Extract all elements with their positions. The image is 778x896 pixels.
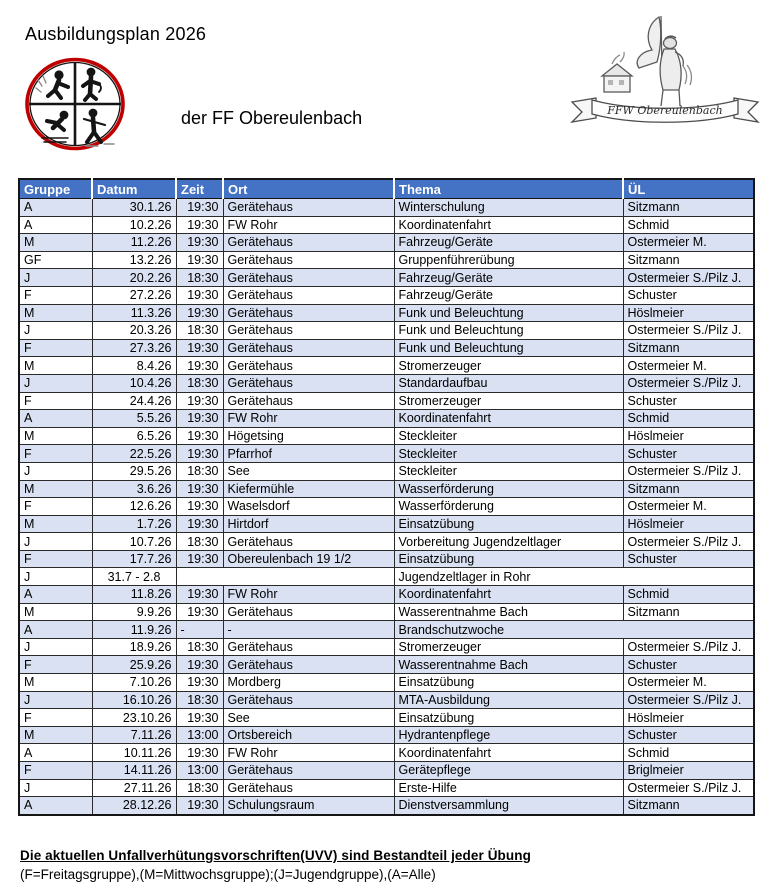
cell-datum: 20.2.26 [92, 269, 176, 287]
cell-gruppe: J [19, 638, 92, 656]
cell-thema: Fahrzeug/Geräte [394, 234, 623, 252]
table-row [19, 410, 754, 428]
cell-zeit: 18:30 [176, 533, 223, 551]
cell-gruppe: F [19, 498, 92, 516]
cell-zeit: 19:30 [176, 744, 223, 762]
cell-zeit: 19:30 [176, 550, 223, 568]
cell-gruppe: M [19, 427, 92, 445]
cell-gruppe: F [19, 762, 92, 780]
cell-ort: Gerätehaus [223, 374, 394, 392]
banner-text: FFW Obereulenbach [607, 104, 723, 117]
table-row [19, 762, 754, 780]
cell-datum: 31.7 - 2.8 [92, 568, 176, 586]
cell-ort: Gerätehaus [223, 199, 394, 217]
table-row [19, 568, 754, 586]
table-row [19, 199, 754, 217]
cell-thema: Funk und Beleuchtung [394, 304, 623, 322]
cell-datum: 29.5.26 [92, 462, 176, 480]
cell-thema: Stromerzeuger [394, 357, 623, 375]
cell-gruppe: A [19, 621, 92, 639]
cell-thema: Dienstversammlung [394, 797, 623, 815]
cell-uel: Sitzmann [623, 480, 754, 498]
cell-uel: Schmid [623, 586, 754, 604]
table-row [19, 586, 754, 604]
cell-zeit: 19:30 [176, 445, 223, 463]
cell-datum: 24.4.26 [92, 392, 176, 410]
cell-zeit: 13:00 [176, 762, 223, 780]
column-header-zeit: Zeit [176, 179, 223, 199]
cell-ort: Gerätehaus [223, 779, 394, 797]
cell-gruppe: J [19, 322, 92, 340]
cell-datum: 20.3.26 [92, 322, 176, 340]
feuerwehr-emblem-logo [24, 56, 126, 152]
table-row [19, 621, 754, 639]
cell-thema: Koordinatenfahrt [394, 410, 623, 428]
cell-ort: Gerätehaus [223, 762, 394, 780]
cell-datum: 27.11.26 [92, 779, 176, 797]
cell-zeit: 19:30 [176, 339, 223, 357]
cell-ort: FW Rohr [223, 586, 394, 604]
cell-zeit: 19:30 [176, 357, 223, 375]
cell-gruppe: F [19, 286, 92, 304]
column-header-ort: Ort [223, 179, 394, 199]
table-row [19, 515, 754, 533]
cell-uel: Ostermeier M. [623, 674, 754, 692]
cell-gruppe: M [19, 304, 92, 322]
cell-datum: 25.9.26 [92, 656, 176, 674]
cell-zeit: 19:30 [176, 410, 223, 428]
cell-gruppe: J [19, 691, 92, 709]
cell-zeit: 18:30 [176, 462, 223, 480]
cell-zeit: 18:30 [176, 638, 223, 656]
cell-uel: Höslmeier [623, 304, 754, 322]
cell-datum: 3.6.26 [92, 480, 176, 498]
cell-datum: 11.3.26 [92, 304, 176, 322]
cell-thema: MTA-Ausbildung [394, 691, 623, 709]
cell-datum: 11.8.26 [92, 586, 176, 604]
cell-gruppe: J [19, 779, 92, 797]
cell-uel: Sitzmann [623, 251, 754, 269]
header-row [19, 179, 754, 199]
cell-zeit: 18:30 [176, 269, 223, 287]
cell-zeit-ort-merged [176, 568, 394, 586]
cell-ort: See [223, 462, 394, 480]
table-row [19, 339, 754, 357]
column-header-datum: Datum [92, 179, 176, 199]
cell-uel: Ostermeier M. [623, 498, 754, 516]
cell-ort: FW Rohr [223, 744, 394, 762]
cell-uel: Briglmeier [623, 762, 754, 780]
cell-uel: Schuster [623, 726, 754, 744]
cell-zeit: 19:30 [176, 586, 223, 604]
cell-thema: Koordinatenfahrt [394, 216, 623, 234]
column-header-uel: ÜL [623, 179, 754, 199]
cell-zeit: 13:00 [176, 726, 223, 744]
table-row [19, 744, 754, 762]
cell-ort: Gerätehaus [223, 357, 394, 375]
table-row [19, 427, 754, 445]
cell-gruppe: F [19, 445, 92, 463]
cell-thema: Stromerzeuger [394, 392, 623, 410]
cell-gruppe: M [19, 726, 92, 744]
cell-datum: 7.11.26 [92, 726, 176, 744]
cell-ort: Gerätehaus [223, 638, 394, 656]
cell-ort: Gerätehaus [223, 392, 394, 410]
cell-zeit: - [176, 621, 223, 639]
cell-thema: Wasserentnahme Bach [394, 656, 623, 674]
cell-thema: Stromerzeuger [394, 638, 623, 656]
table-row [19, 269, 754, 287]
cell-datum: 13.2.26 [92, 251, 176, 269]
cell-gruppe: F [19, 656, 92, 674]
cell-datum: 23.10.26 [92, 709, 176, 727]
cell-ort: Högetsing [223, 427, 394, 445]
cell-gruppe: F [19, 392, 92, 410]
cell-gruppe: M [19, 515, 92, 533]
cell-ort: See [223, 709, 394, 727]
cell-ort: Kiefermühle [223, 480, 394, 498]
cell-uel: Ostermeier S./Pilz J. [623, 374, 754, 392]
cell-datum: 16.10.26 [92, 691, 176, 709]
table-row [19, 392, 754, 410]
cell-gruppe: A [19, 797, 92, 815]
cell-ort: Gerätehaus [223, 322, 394, 340]
cell-ort: Gerätehaus [223, 603, 394, 621]
cell-uel: Schmid [623, 216, 754, 234]
cell-gruppe: A [19, 410, 92, 428]
cell-gruppe: F [19, 709, 92, 727]
cell-thema: Gerätepflege [394, 762, 623, 780]
training-schedule-table [18, 178, 755, 816]
cell-thema: Fahrzeug/Geräte [394, 269, 623, 287]
cell-uel: Ostermeier M. [623, 357, 754, 375]
cell-thema: Fahrzeug/Geräte [394, 286, 623, 304]
cell-zeit: 19:30 [176, 251, 223, 269]
table-header [19, 179, 754, 199]
cell-ort: Ortsbereich [223, 726, 394, 744]
cell-ort: Gerätehaus [223, 269, 394, 287]
table-row [19, 216, 754, 234]
column-header-gruppe: Gruppe [19, 179, 92, 199]
cell-zeit: 19:30 [176, 498, 223, 516]
table-row [19, 603, 754, 621]
cell-zeit: 19:30 [176, 515, 223, 533]
table-row [19, 357, 754, 375]
cell-datum: 10.11.26 [92, 744, 176, 762]
cell-uel: Schuster [623, 656, 754, 674]
cell-zeit: 18:30 [176, 779, 223, 797]
table-row [19, 533, 754, 551]
table-row [19, 234, 754, 252]
cell-uel: Schuster [623, 286, 754, 304]
cell-uel: Ostermeier S./Pilz J. [623, 691, 754, 709]
cell-gruppe: J [19, 462, 92, 480]
table-row [19, 726, 754, 744]
cell-zeit: 19:30 [176, 603, 223, 621]
table-row [19, 779, 754, 797]
cell-uel: Höslmeier [623, 427, 754, 445]
cell-thema: Wasserförderung [394, 498, 623, 516]
cell-zeit: 19:30 [176, 286, 223, 304]
cell-gruppe: A [19, 216, 92, 234]
table-body [19, 199, 754, 815]
cell-uel: Ostermeier S./Pilz J. [623, 638, 754, 656]
cell-datum: 30.1.26 [92, 199, 176, 217]
table-row [19, 797, 754, 815]
cell-thema: Steckleiter [394, 427, 623, 445]
cell-zeit: 19:30 [176, 797, 223, 815]
cell-datum: 5.5.26 [92, 410, 176, 428]
table-row [19, 251, 754, 269]
cell-ort: Gerätehaus [223, 533, 394, 551]
table-row [19, 480, 754, 498]
cell-ort: Gerätehaus [223, 286, 394, 304]
cell-uel: Sitzmann [623, 797, 754, 815]
cell-datum: 1.7.26 [92, 515, 176, 533]
cell-ort: Hirtdorf [223, 515, 394, 533]
st-florian-logo [562, 10, 768, 136]
cell-ort: Gerätehaus [223, 339, 394, 357]
table-row [19, 691, 754, 709]
cell-zeit: 18:30 [176, 322, 223, 340]
cell-datum: 28.12.26 [92, 797, 176, 815]
cell-datum: 22.5.26 [92, 445, 176, 463]
cell-gruppe: M [19, 603, 92, 621]
cell-thema: Einsatzübung [394, 515, 623, 533]
cell-thema: Hydrantenpflege [394, 726, 623, 744]
cell-uel: Ostermeier S./Pilz J. [623, 322, 754, 340]
table-row [19, 374, 754, 392]
cell-thema-uel-merged: Jugendzeltlager in Rohr [394, 568, 754, 586]
cell-uel: Ostermeier S./Pilz J. [623, 269, 754, 287]
document-title: Ausbildungsplan 2026 [25, 24, 207, 44]
cell-gruppe: J [19, 374, 92, 392]
cell-gruppe: M [19, 234, 92, 252]
cell-ort: Gerätehaus [223, 304, 394, 322]
cell-datum: 27.2.26 [92, 286, 176, 304]
cell-thema: Standardaufbau [394, 374, 623, 392]
cell-thema: Koordinatenfahrt [394, 586, 623, 604]
cell-uel: Sitzmann [623, 603, 754, 621]
cell-gruppe: J [19, 269, 92, 287]
cell-gruppe: A [19, 199, 92, 217]
cell-thema: Einsatzübung [394, 674, 623, 692]
cell-thema: Einsatzübung [394, 550, 623, 568]
cell-thema: Steckleiter [394, 462, 623, 480]
table-row [19, 322, 754, 340]
cell-uel: Ostermeier S./Pilz J. [623, 533, 754, 551]
cell-ort: Gerätehaus [223, 691, 394, 709]
cell-uel: Ostermeier S./Pilz J. [623, 462, 754, 480]
table-row [19, 638, 754, 656]
cell-thema: Wasserentnahme Bach [394, 603, 623, 621]
cell-zeit: 19:30 [176, 234, 223, 252]
table-row [19, 286, 754, 304]
cell-gruppe: M [19, 674, 92, 692]
cell-gruppe: J [19, 533, 92, 551]
cell-thema: Funk und Beleuchtung [394, 339, 623, 357]
cell-datum: 12.6.26 [92, 498, 176, 516]
cell-ort: Gerätehaus [223, 251, 394, 269]
cell-uel: Schuster [623, 392, 754, 410]
cell-uel: Sitzmann [623, 339, 754, 357]
cell-zeit: 19:30 [176, 656, 223, 674]
cell-zeit: 19:30 [176, 427, 223, 445]
cell-thema: Wasserförderung [394, 480, 623, 498]
cell-zeit: 18:30 [176, 374, 223, 392]
cell-datum: 27.3.26 [92, 339, 176, 357]
cell-ort: Schulungsraum [223, 797, 394, 815]
uvv-footnote: Die aktuellen Unfallverhütungsvorschriften(UVV) sind Bestandteil jeder Übung [20, 848, 531, 863]
cell-datum: 10.2.26 [92, 216, 176, 234]
cell-ort: FW Rohr [223, 216, 394, 234]
cell-ort: Gerätehaus [223, 234, 394, 252]
cell-uel: Höslmeier [623, 709, 754, 727]
cell-datum: 8.4.26 [92, 357, 176, 375]
cell-gruppe: F [19, 550, 92, 568]
cell-datum: 9.9.26 [92, 603, 176, 621]
cell-ort: Mordberg [223, 674, 394, 692]
cell-uel: Schmid [623, 744, 754, 762]
cell-uel: Ostermeier S./Pilz J. [623, 779, 754, 797]
cell-zeit: 19:30 [176, 480, 223, 498]
cell-uel: Schuster [623, 550, 754, 568]
cell-zeit: 19:30 [176, 216, 223, 234]
cell-gruppe: M [19, 480, 92, 498]
cell-thema: Funk und Beleuchtung [394, 322, 623, 340]
cell-ort: Pfarrhof [223, 445, 394, 463]
cell-datum: 17.7.26 [92, 550, 176, 568]
cell-zeit: 19:30 [176, 392, 223, 410]
table-row [19, 304, 754, 322]
table-row [19, 656, 754, 674]
cell-gruppe: A [19, 586, 92, 604]
cell-thema: Gruppenführerübung [394, 251, 623, 269]
cell-gruppe: F [19, 339, 92, 357]
cell-gruppe: J [19, 568, 92, 586]
cell-datum: 18.9.26 [92, 638, 176, 656]
cell-thema: Einsatzübung [394, 709, 623, 727]
cell-thema: Steckleiter [394, 445, 623, 463]
table-row [19, 445, 754, 463]
cell-datum: 7.10.26 [92, 674, 176, 692]
cell-zeit: 19:30 [176, 709, 223, 727]
cell-thema-uel-merged: Brandschutzwoche [394, 621, 754, 639]
cell-ort: Gerätehaus [223, 656, 394, 674]
table-row [19, 709, 754, 727]
cell-datum: 11.9.26 [92, 621, 176, 639]
table-row [19, 674, 754, 692]
cell-uel: Schmid [623, 410, 754, 428]
cell-gruppe: A [19, 744, 92, 762]
cell-thema: Erste-Hilfe [394, 779, 623, 797]
cell-ort: - [223, 621, 394, 639]
cell-zeit: 18:30 [176, 691, 223, 709]
cell-thema: Koordinatenfahrt [394, 744, 623, 762]
cell-zeit: 19:30 [176, 674, 223, 692]
cell-uel: Höslmeier [623, 515, 754, 533]
cell-datum: 10.4.26 [92, 374, 176, 392]
cell-gruppe: GF [19, 251, 92, 269]
cell-datum: 11.2.26 [92, 234, 176, 252]
cell-uel: Ostermeier M. [623, 234, 754, 252]
cell-gruppe: M [19, 357, 92, 375]
cell-thema: Vorbereitung Jugendzeltlager [394, 533, 623, 551]
cell-ort: FW Rohr [223, 410, 394, 428]
cell-ort: Obereulenbach 19 1/2 [223, 550, 394, 568]
document-subtitle: der FF Obereulenbach [181, 108, 363, 128]
cell-datum: 14.11.26 [92, 762, 176, 780]
column-header-thema: Thema [394, 179, 623, 199]
cell-ort: Waselsdorf [223, 498, 394, 516]
group-legend: (F=Freitagsgruppe),(M=Mittwochsgruppe);(J=Jugendgruppe),(A=Alle) [20, 867, 436, 882]
table-row [19, 550, 754, 568]
cell-datum: 6.5.26 [92, 427, 176, 445]
cell-thema: Winterschulung [394, 199, 623, 217]
cell-zeit: 19:30 [176, 199, 223, 217]
table-row [19, 498, 754, 516]
cell-uel: Schuster [623, 445, 754, 463]
cell-zeit: 19:30 [176, 304, 223, 322]
table-row [19, 462, 754, 480]
cell-datum: 10.7.26 [92, 533, 176, 551]
cell-uel: Sitzmann [623, 199, 754, 217]
